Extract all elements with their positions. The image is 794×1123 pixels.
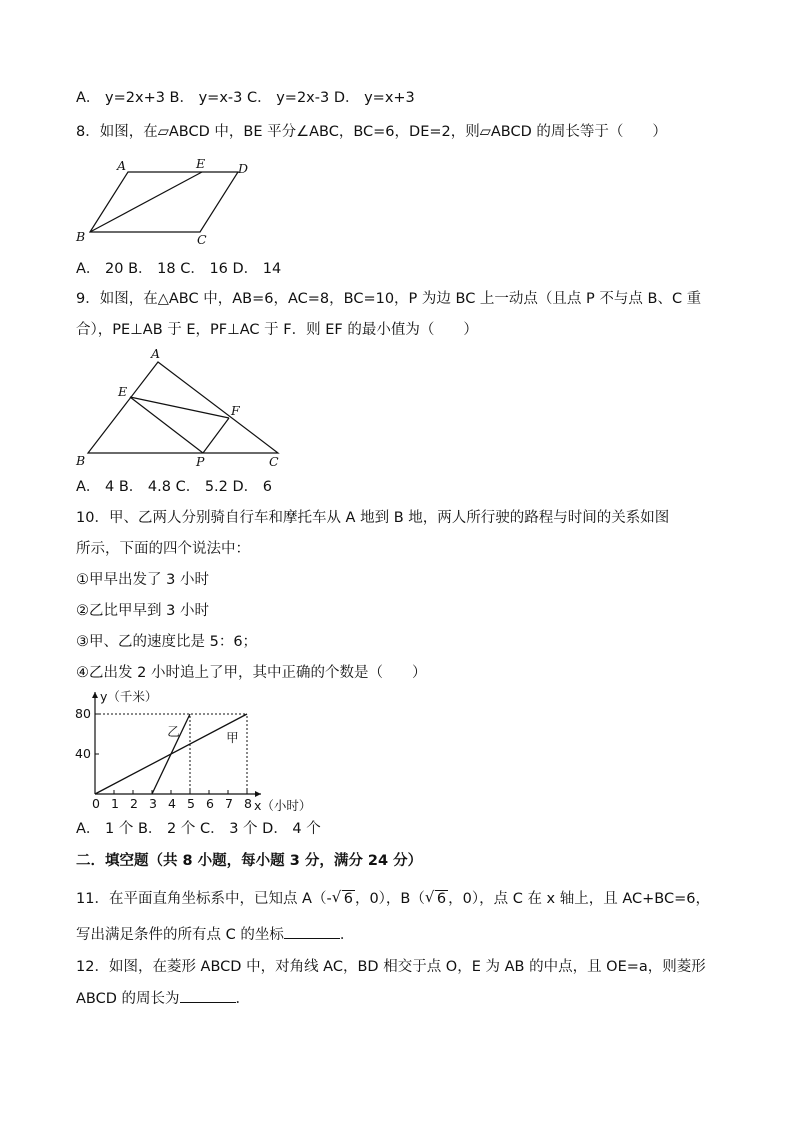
x-tick-label: 2: [130, 796, 138, 811]
sqrt-6-negative: [334, 890, 355, 908]
q9-stem-line2: 合），PE⊥AB 于 E，PF⊥AC 于 F．则 EF 的最小值为（ ）: [76, 322, 478, 338]
x-tick-label: 6: [206, 796, 214, 811]
q9-options: A． 4 B． 4.8 C． 5.2 D． 6: [76, 479, 272, 495]
q8-parallelogram-figure: [70, 152, 260, 247]
label-a: A: [151, 346, 161, 361]
radicand: 6: [436, 891, 447, 907]
q11-period: ．: [339, 927, 355, 943]
chart-series: [95, 714, 247, 794]
q12-period: ．: [235, 991, 251, 1007]
q11-line1: [76, 890, 710, 908]
x-tick-label: 3: [149, 796, 157, 811]
segment-pf: [203, 418, 229, 453]
y-tick-label: 40: [75, 746, 91, 761]
label-b: B: [76, 229, 86, 244]
q12-line2-text: ABCD 的周长为: [76, 991, 180, 1007]
chart-x-axis-label: x（小时）: [254, 798, 312, 813]
x-tick-label: 1: [111, 796, 119, 811]
q8-stem: 8．如图，在▱ABCD 中，BE 平分∠ABC，BC=6，DE=2，则▱ABCD 的周长等于（ ）: [76, 124, 667, 140]
label-c: C: [197, 232, 207, 247]
q10-stem-line2: 所示，下面的四个说法中：: [76, 541, 250, 557]
sqrt-6-positive: [427, 890, 448, 908]
x-tick-label: 5: [187, 796, 195, 811]
q11-text-b: ，0），B（: [354, 891, 425, 907]
q10-statement-4: ④乙出发 2 小时追上了甲，其中正确的个数是（ ）: [76, 665, 427, 681]
q11-line2: [76, 926, 354, 944]
x-tick-label: 0: [92, 796, 100, 811]
series-label-jia: 甲: [226, 730, 239, 745]
label-c: C: [269, 454, 279, 469]
section-2-heading: 二．填空题（共 8 小题，每小题 3 分，满分 24 分）: [76, 853, 423, 869]
q11-text-a: 11．在平面直角坐标系中，已知点 A（-: [76, 891, 332, 907]
label-d: D: [238, 161, 249, 176]
segment-be: [90, 172, 202, 232]
y-axis-arrow: [92, 692, 98, 698]
radicand: 6: [343, 891, 353, 907]
parallelogram-abcd: [90, 172, 238, 232]
q11-line2-text: 写出满足条件的所有点 C 的坐标: [76, 927, 284, 943]
label-a: A: [117, 158, 127, 173]
q10-statement-2: ②乙比甲早到 3 小时: [76, 603, 209, 619]
series-label-yi: 乙: [167, 724, 180, 739]
x-tick-label: 4: [168, 796, 176, 811]
q8-options: A． 20 B． 18 C． 16 D． 14: [76, 261, 282, 277]
q10-statement-3: ③甲、乙的速度比是 5：6；: [76, 634, 258, 650]
x-tick-label: 7: [225, 796, 233, 811]
label-b: B: [76, 453, 86, 468]
q9-stem-line1: 9．如图，在△ABC 中，AB=6，AC=8，BC=10，P 为边 BC 上一动点（且点 P 不与点 B、C 重: [76, 291, 702, 307]
y-tick-label: 80: [75, 706, 91, 721]
chart-y-axis-label: y（千米）: [100, 689, 158, 704]
q12-line1: 12．如图，在菱形 ABCD 中，对角线 AC，BD 相交于点 O，E 为 AB 的中点，且 OE=a，则菱形: [76, 959, 706, 975]
label-e: E: [118, 384, 128, 399]
q11-text-c: ，0），点 C 在 x 轴上，且 AC+BC=6，: [448, 891, 710, 907]
q10-options: A． 1 个 B． 2 个 C． 3 个 D． 4 个: [76, 821, 321, 837]
answer-blank[interactable]: [284, 938, 340, 939]
segment-pe: [130, 397, 203, 453]
label-f: F: [231, 403, 240, 418]
x-axis-arrow: [255, 791, 261, 797]
q7-options: A． y=2x+3 B． y=x-3 C． y=2x-3 D． y=x+3: [76, 90, 415, 106]
q10-stem-line1: 10．甲、乙两人分别骑自行车和摩托车从 A 地到 B 地，两人所行驶的路程与时间的关系如图: [76, 510, 670, 526]
q9-triangle-figure: [70, 345, 290, 470]
x-tick-label: 8: [244, 796, 252, 811]
label-p: P: [196, 454, 205, 469]
q12-line2: [76, 990, 250, 1008]
q10-distance-time-chart: [70, 686, 330, 816]
segment-ef: [130, 397, 229, 418]
triangle-abc: [88, 362, 278, 453]
label-e: E: [196, 156, 206, 171]
answer-blank[interactable]: [180, 1002, 236, 1003]
q10-statement-1: ①甲早出发了 3 小时: [76, 572, 209, 588]
